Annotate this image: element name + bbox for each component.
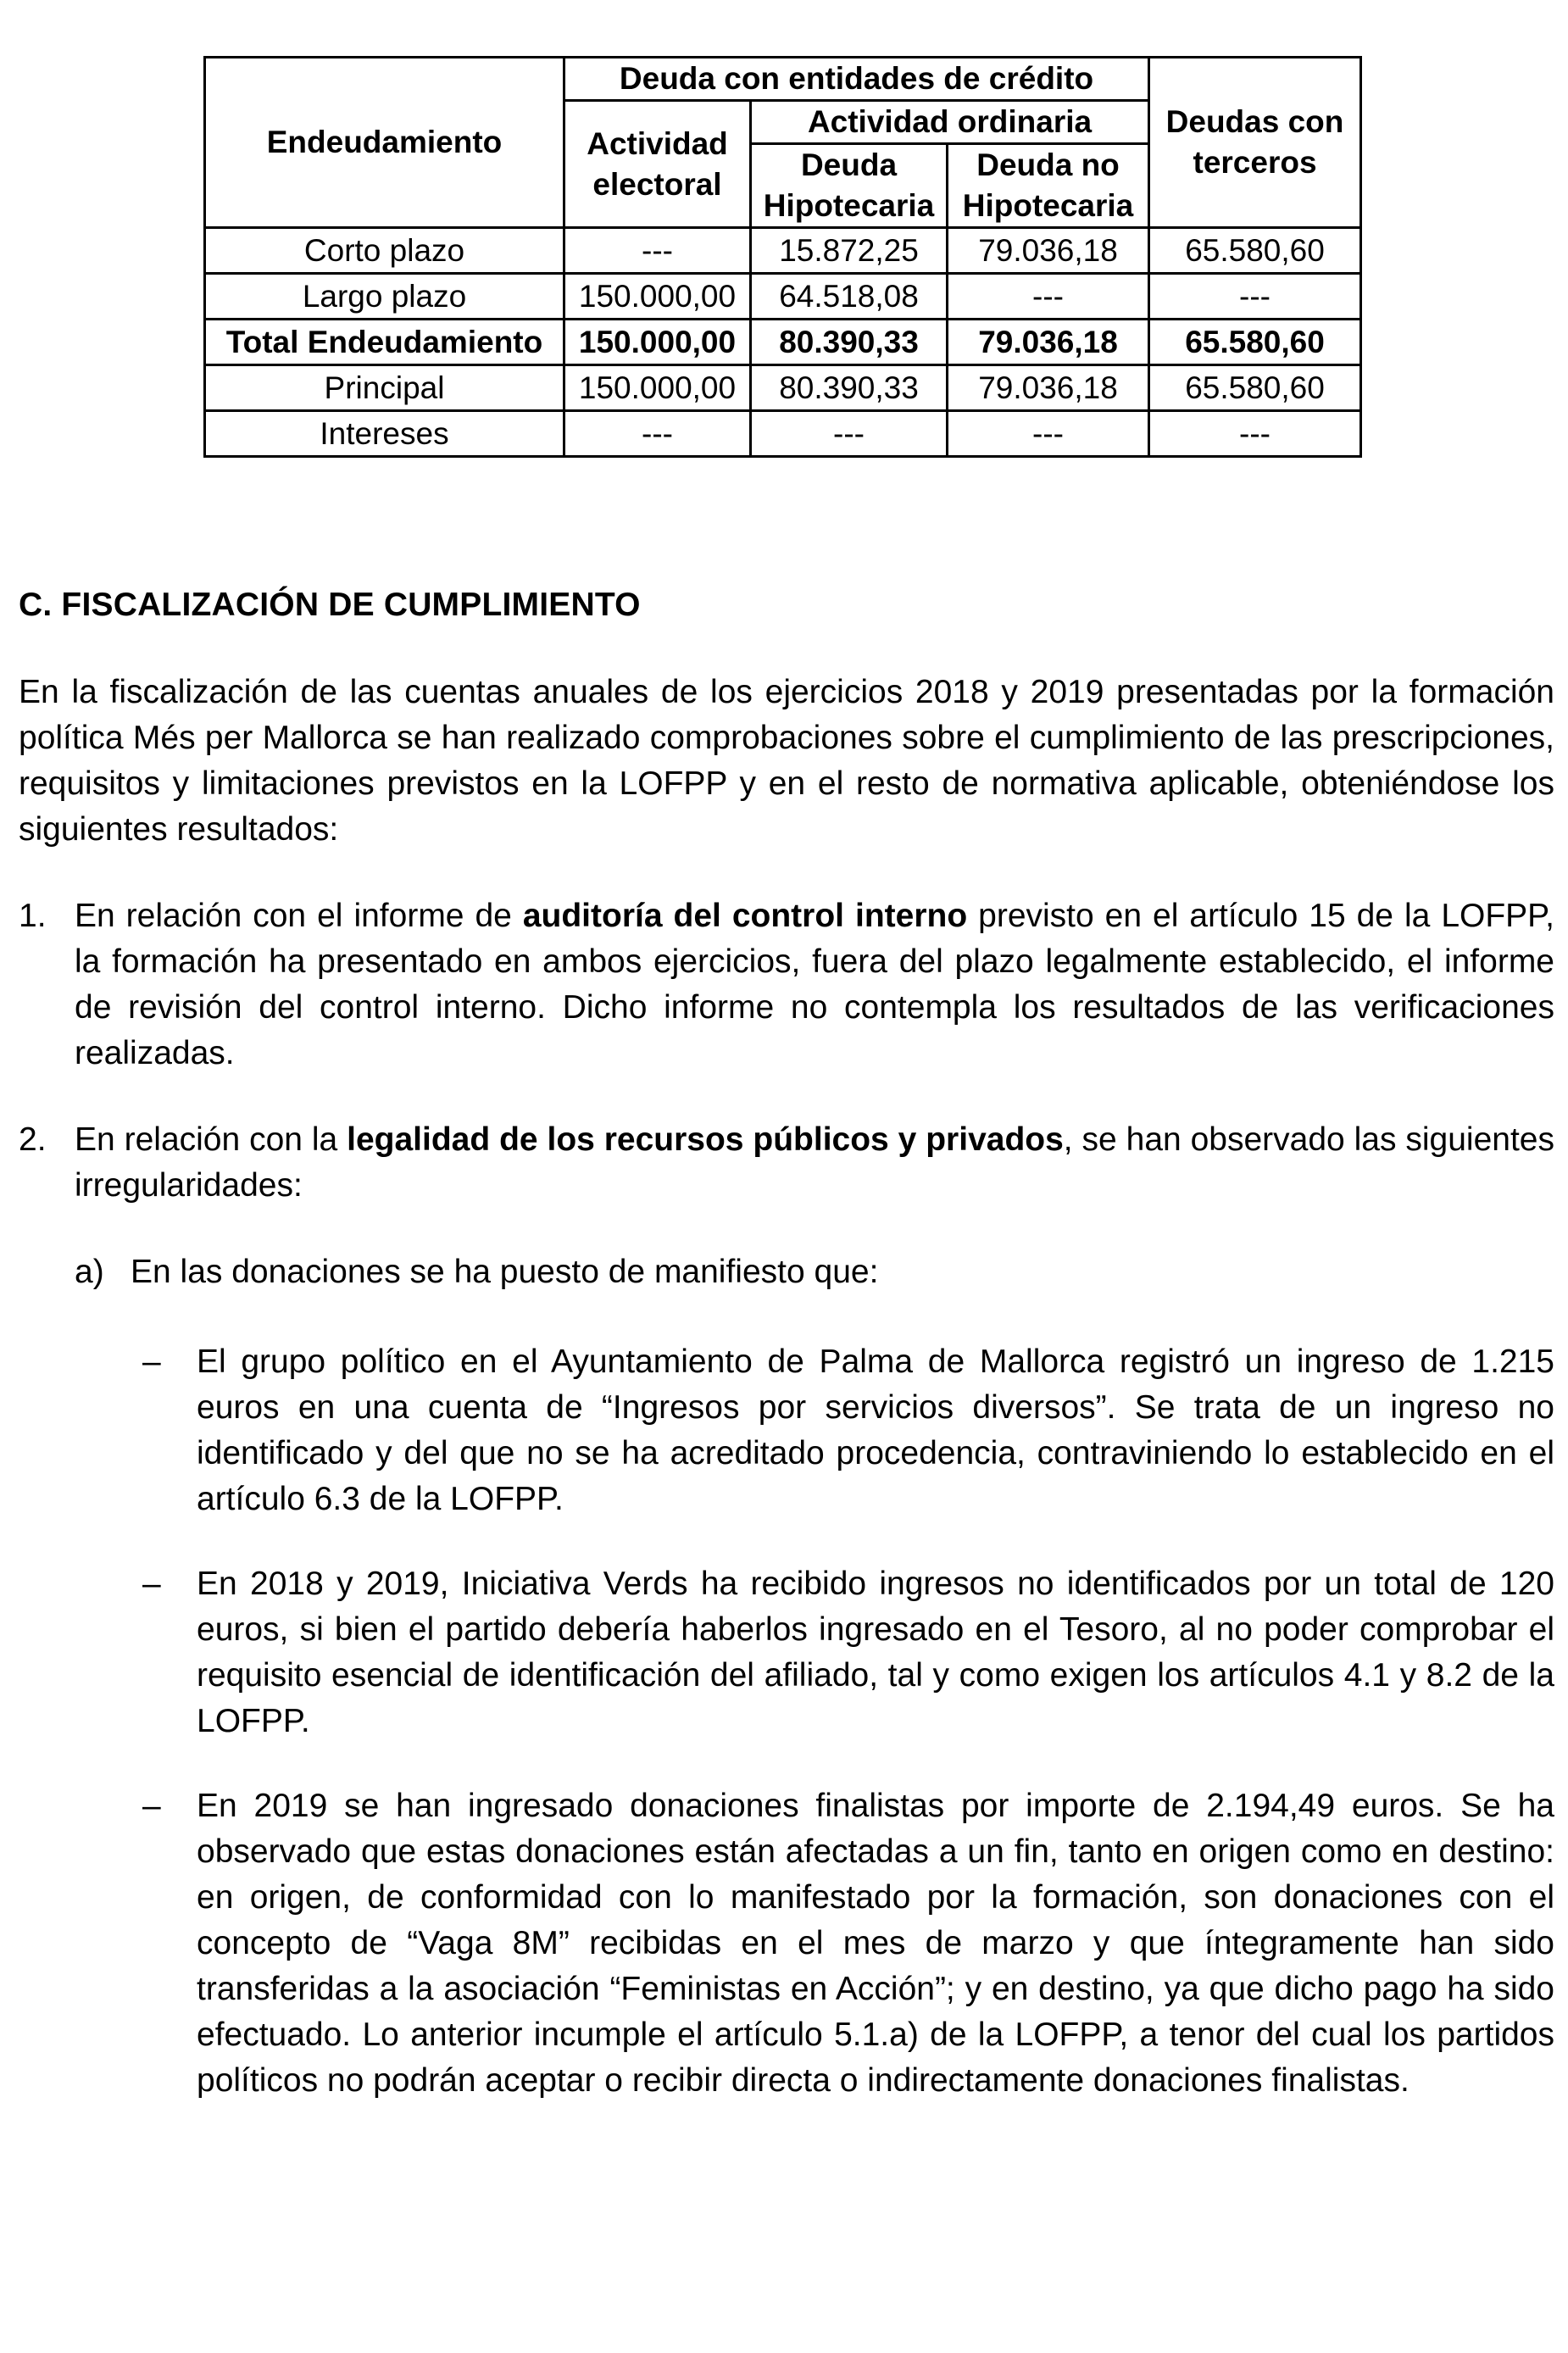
header-deudas-terceros: Deudas con terceros — [1149, 58, 1361, 228]
bullet-3-dash: – — [142, 1788, 161, 1824]
table-row-total — [205, 320, 1361, 365]
cell-no-hipotecaria: --- — [948, 274, 1149, 320]
cell-terceros: --- — [1149, 274, 1361, 320]
cell-terceros: --- — [1149, 411, 1361, 457]
cell-electoral: --- — [564, 228, 751, 274]
cell-no-hipotecaria: 79.036,18 — [948, 320, 1149, 365]
cell-no-hipotecaria: 79.036,18 — [948, 365, 1149, 411]
table-row — [205, 411, 1361, 457]
item-1-text-pre: En relación con el informe de — [75, 898, 523, 934]
row-label: Principal — [205, 365, 564, 411]
table-row — [205, 365, 1361, 411]
row-label: Total Endeudamiento — [205, 320, 564, 365]
header-deuda-hipotecaria: Deuda Hipotecaria — [751, 144, 948, 228]
row-label: Intereses — [205, 411, 564, 457]
sub-a-marker: a) — [75, 1254, 104, 1290]
item-2-text-bold: legalidad de los recursos públicos y privados — [347, 1121, 1064, 1158]
item-2-text-post: , se han observado las siguientes irregularidades: — [75, 1121, 1554, 1204]
bullet-2-text: En 2018 y 2019, Iniciativa Verds ha recibido ingresos no identificados por un total de 120 euros, si bien el partido debería haberlos ingresado en el Tesoro, al no poder comprobar el requisito esencial de identificación del afiliado, tal y como exigen los artículos 4.1 y 8.2 de la LOFPP. — [197, 1566, 1554, 1739]
cell-electoral: 150.000,00 — [564, 320, 751, 365]
bullet-3-text: En 2019 se han ingresado donaciones finalistas por importe de 2.194,49 euros. Se ha observado que estas donaciones están afectadas a un fin, tanto en origen como en destino: en origen, de conformidad con lo manifestado por la formación, son donaciones con el concepto de “Vaga 8M” recibidas en el mes de marzo y que íntegramente han sido transferidas a la asociación “Feministas en Acción”; y en destino, ya que dicho pago ha sido efectuado. Lo anterior incumple el artículo 5.1.a) de la LOFPP, a tenor del cual los partidos políticos no podrán aceptar o recibir directa o indirectamente donaciones finalistas. — [197, 1788, 1554, 2099]
item-1-text-bold: auditoría del control interno — [522, 898, 968, 934]
cell-hipotecaria: 15.872,25 — [751, 228, 948, 274]
cell-terceros: 65.580,60 — [1149, 320, 1361, 365]
item-2-marker: 2. — [19, 1121, 47, 1158]
cell-hipotecaria: 80.390,33 — [751, 365, 948, 411]
cell-electoral: --- — [564, 411, 751, 457]
cell-hipotecaria: --- — [751, 411, 948, 457]
cell-terceros: 65.580,60 — [1149, 365, 1361, 411]
bullet-1-dash: – — [142, 1343, 161, 1380]
table-row — [205, 274, 1361, 320]
section-heading: C. FISCALIZACIÓN DE CUMPLIMIENTO — [19, 587, 641, 623]
item-2-text-pre: En relación con la — [75, 1121, 348, 1158]
header-endeudamiento: Endeudamiento — [205, 58, 564, 228]
cell-electoral: 150.000,00 — [564, 274, 751, 320]
bullet-1-text: El grupo político en el Ayuntamiento de Palma de Mallorca registró un ingreso de 1.215 euros en una cuenta de “Ingresos por servicios diversos”. Se trata de un ingreso no identificado y del que no se ha acreditado procedencia, contraviniendo lo establecido en el artículo 6.3 de la LOFPP. — [197, 1343, 1554, 1517]
item-1-marker: 1. — [19, 898, 47, 934]
cell-no-hipotecaria: 79.036,18 — [948, 228, 1149, 274]
header-actividad-ordinaria: Actividad ordinaria — [751, 101, 1149, 144]
bullet-2-dash: – — [142, 1566, 161, 1602]
header-deuda-entidades: Deuda con entidades de crédito — [564, 58, 1149, 101]
cell-terceros: 65.580,60 — [1149, 228, 1361, 274]
sub-a-text: En las donaciones se ha puesto de manifiesto que: — [131, 1254, 879, 1290]
cell-no-hipotecaria: --- — [948, 411, 1149, 457]
header-deuda-no-hipotecaria: Deuda no Hipotecaria — [948, 144, 1149, 228]
debt-table — [203, 56, 1362, 458]
row-label: Corto plazo — [205, 228, 564, 274]
item-2-paragraph — [75, 1117, 1554, 1209]
row-label: Largo plazo — [205, 274, 564, 320]
intro-paragraph: En la fiscalización de las cuentas anuales de los ejercicios 2018 y 2019 presentadas por la formación política Més per Mallorca se han realizado comprobaciones sobre el cumplimiento de las prescripciones, requisitos y limitaciones previstos en la LOFPP y en el resto de normativa aplicable, obteniéndose los siguientes resultados: — [19, 674, 1554, 848]
cell-hipotecaria: 80.390,33 — [751, 320, 948, 365]
header-actividad-electoral: Actividad electoral — [564, 101, 751, 228]
cell-hipotecaria: 64.518,08 — [751, 274, 948, 320]
table-row — [205, 228, 1361, 274]
item-1-paragraph — [75, 893, 1554, 1076]
cell-electoral: 150.000,00 — [564, 365, 751, 411]
item-1-text-post: previsto en el artículo 15 de la LOFPP, la formación ha presentado en ambos ejercicios, fuera del plazo legalmente establecido, el informe de revisión del control interno. Dicho informe no contempla los resultados de las verificaciones realizadas. — [75, 898, 1555, 1071]
